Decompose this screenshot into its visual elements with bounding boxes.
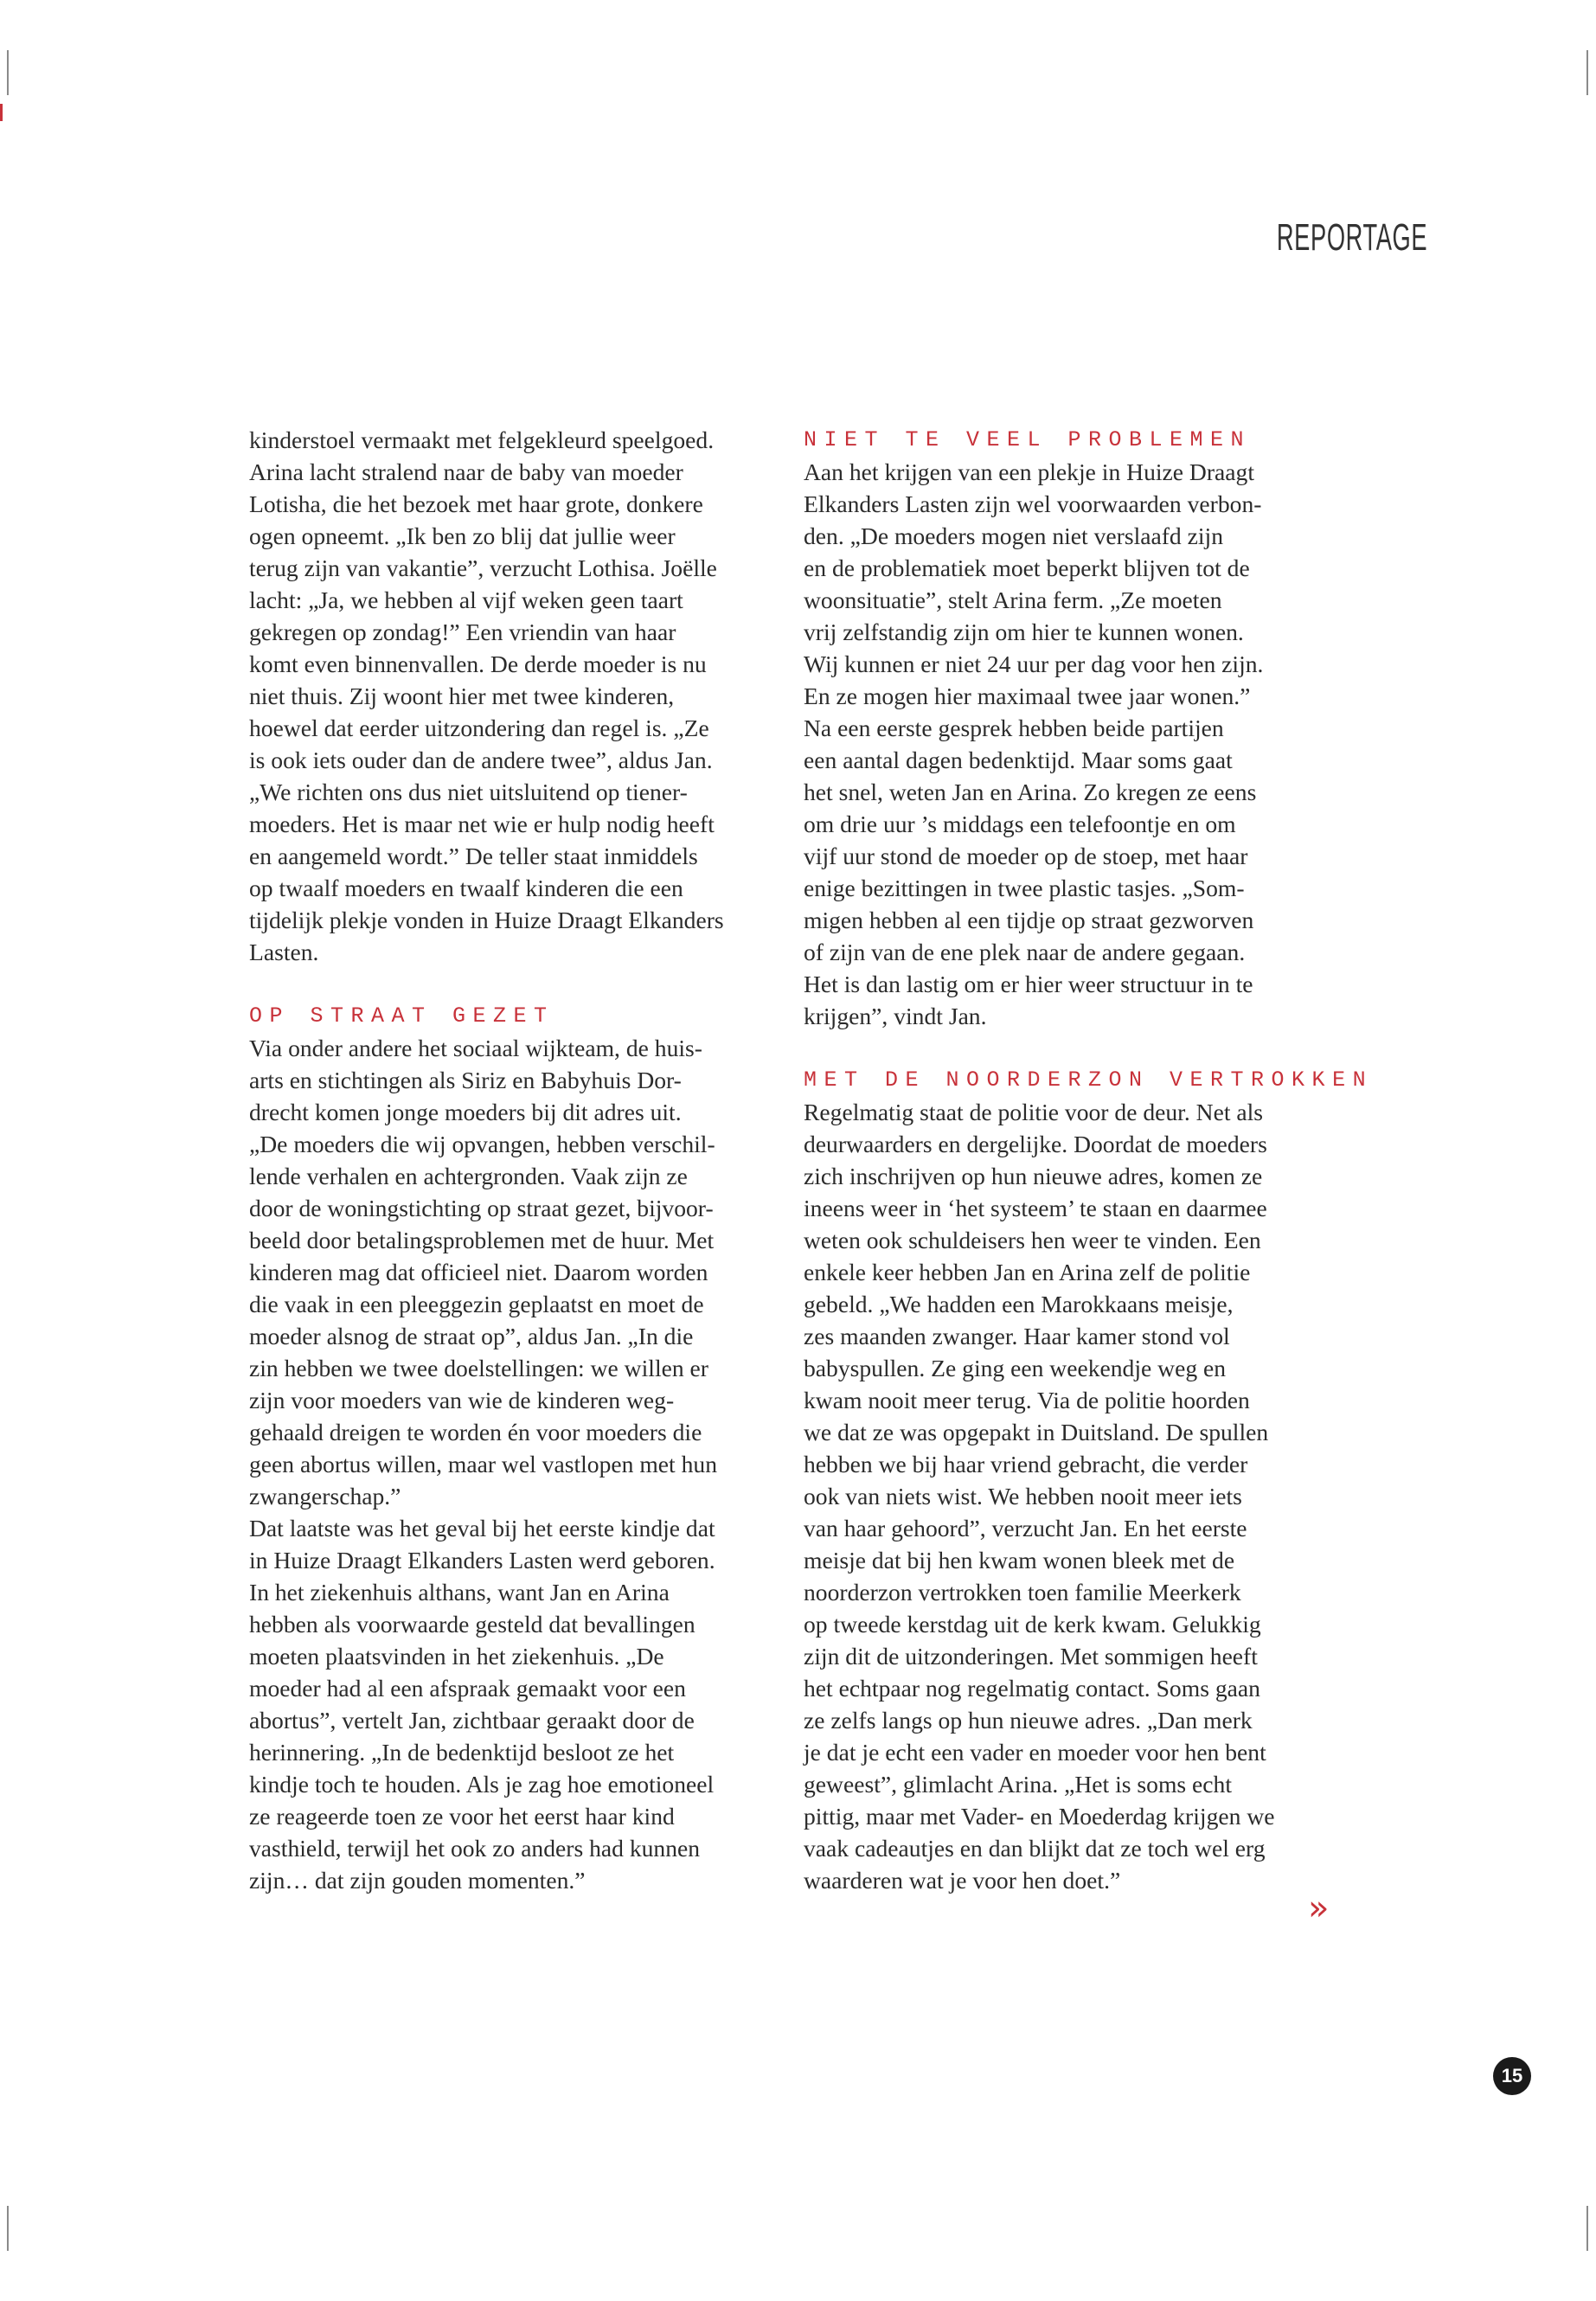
paragraph: Dat laatste was het geval bij het eerste kindje dat in Huize Draagt Elkanders Lasten werd geboren. In het ziekenhuis althans, want Jan en Arina hebben als voorwaarde gesteld dat bevallingen moeten plaatsvinden in het ziekenhuis. „De moeder had al een afspraak gemaakt voor een abortus”, vertelt Jan, zichtbaar geraakt door de herinnering. „In de bedenktijd besloot ze het kindje toch te houden. Als je zag hoe emotioneel ze reageerde toen ze voor het eerst haar kind vasthield, terwijl het ook zo anders had kunnen zijn… dat zijn gouden momenten.” <box>249 1515 715 1894</box>
page-number: 15 <box>1493 2057 1531 2095</box>
crop-mark-bottom-left <box>7 2206 9 2251</box>
continue-arrow-icon: » <box>1308 1888 1330 1928</box>
subheading-niet-te-veel-problemen: NIET TE VEEL PROBLEMEN <box>804 427 1252 452</box>
paragraph: Aan het krijgen van een plekje in Huize Draagt Elkanders Lasten zijn wel voorwaarden verbon- den. „De moeders mogen niet verslaafd zijn en de problematiek moet beperkt blijven tot de woonsituatie”, stelt Arina ferm. „Ze moeten vrij zelfstandig zijn om hier te kunnen wonen. Wij kunnen er niet 24 uur per dag voor hen zijn. En ze mogen hier maximaal twee jaar wonen.” Na een eerste gesprek hebben beide partijen een aantal dagen bedenktijd. Maar soms gaat het snel, weten Jan en Arina. Zo kregen ze eens om drie uur ’s middags een telefoontje en om vijf uur stond de moeder op de stoep, met haar enige bezittingen in twee plastic tasjes. „Som- migen hebben al een tijdje op straat gezworven of zijn van de ene plek naar de andere gegaan. Het is dan lastig om er hier weer structuur in te krijgen”, vindt Jan. <box>804 458 1264 1029</box>
article-column-right <box>804 424 1374 1896</box>
section-label: REPORTAGE <box>1276 216 1427 259</box>
paragraph: Regelmatig staat de politie voor de deur. Net als deurwaarders en dergelijke. Doordat de moeders zich inschrijven op hun nieuwe adres, komen ze ineens weer in ‘het systeem’ te staan en daarmee weten ook schuldeisers hen weer te vinden. Een enkele keer hebben Jan en Arina zelf de politie gebeld. „We hadden een Marokkaans meisje, zes maanden zwanger. Haar kamer stond vol babyspullen. Ze ging een weekendje weg en kwam nooit meer terug. Via de politie hoorden we dat ze was opgepakt in Duitsland. De spullen hebben we bij haar vriend gebracht, die verder ook van niets wist. We hebben nooit meer iets van haar gehoord”, verzucht Jan. En het eerste meisje dat bij hen kwam wonen bleek met de noorderzon vertrokken toen familie Meerkerk op tweede kerstdag uit de kerk kwam. Gelukkig zijn dit de uitzonderingen. Met sommigen heeft het echtpaar nog regelmatig contact. Soms gaan ze zelfs langs op hun nieuwe adres. „Dan merk je dat je echt een vader en moeder voor hen bent geweest”, glimlacht Arina. „Het is soms echt pittig, maar met Vader- en Moederdag krijgen we vaak cadeautjes en dan blijkt dat ze toch wel erg waarderen wat je voor hen doet.” <box>804 1099 1275 1894</box>
crop-mark-top-right <box>1586 50 1588 95</box>
color-mark-left <box>0 104 3 121</box>
paragraph: Via onder andere het sociaal wijkteam, de huis- arts en stichtingen als Siriz en Babyhuis Dor- drecht komen jonge moeders bij dit adres uit. „De moeders die wij opvangen, hebben verschil- lende verhalen en achtergronden. Vaak zijn ze door de woningstichting op straat gezet, bijvoor- beeld door betalingsproblemen met de huur. Met kinderen mag dat officieel niet. Daarom worden die vaak in een pleeggezin geplaatst en moet de moeder alsnog de straat op”, aldus Jan. „In die zin hebben we twee doelstellingen: we willen er zijn voor moeders van wie de kinderen weg- gehaald dreigen te worden én voor moeders die geen abortus willen, maar wel vastlopen met hun zwangerschap.” <box>249 1035 717 1509</box>
crop-mark-top-left <box>7 50 9 95</box>
subheading-met-de-noorderzon-vertrokken: MET DE NOORDERZON VERTROKKEN <box>804 1067 1374 1093</box>
paragraph: kinderstoel vermaakt met felgekleurd speelgoed. Arina lacht stralend naar de baby van moeder Lotisha, die het bezoek met haar grote, donkere ogen opneemt. „Ik ben zo blij dat jullie weer terug zijn van vakantie”, verzucht Lothisa. Joëlle lacht: „Ja, we hebben al vijf weken geen taart gekregen op zondag!” Een vriendin van haar komt even binnenvallen. De derde moeder is nu niet thuis. Zij woont hier met twee kinderen, hoewel dat eerder uitzondering dan regel is. „Ze is ook iets ouder dan de andere twee”, aldus Jan. „We richten ons dus niet uitsluitend op tiener- moeders. Het is maar net wie er hulp nodig heeft en aangemeld wordt.” De teller staat inmiddels op twaalf moeders en twaalf kinderen die een tijdelijk plekje vonden in Huize Draagt Elkanders Lasten. <box>249 426 724 965</box>
article-column-left <box>249 424 768 1896</box>
crop-mark-bottom-right <box>1586 2206 1588 2251</box>
subheading-op-straat-gezet: OP STRAAT GEZET <box>249 1003 554 1029</box>
